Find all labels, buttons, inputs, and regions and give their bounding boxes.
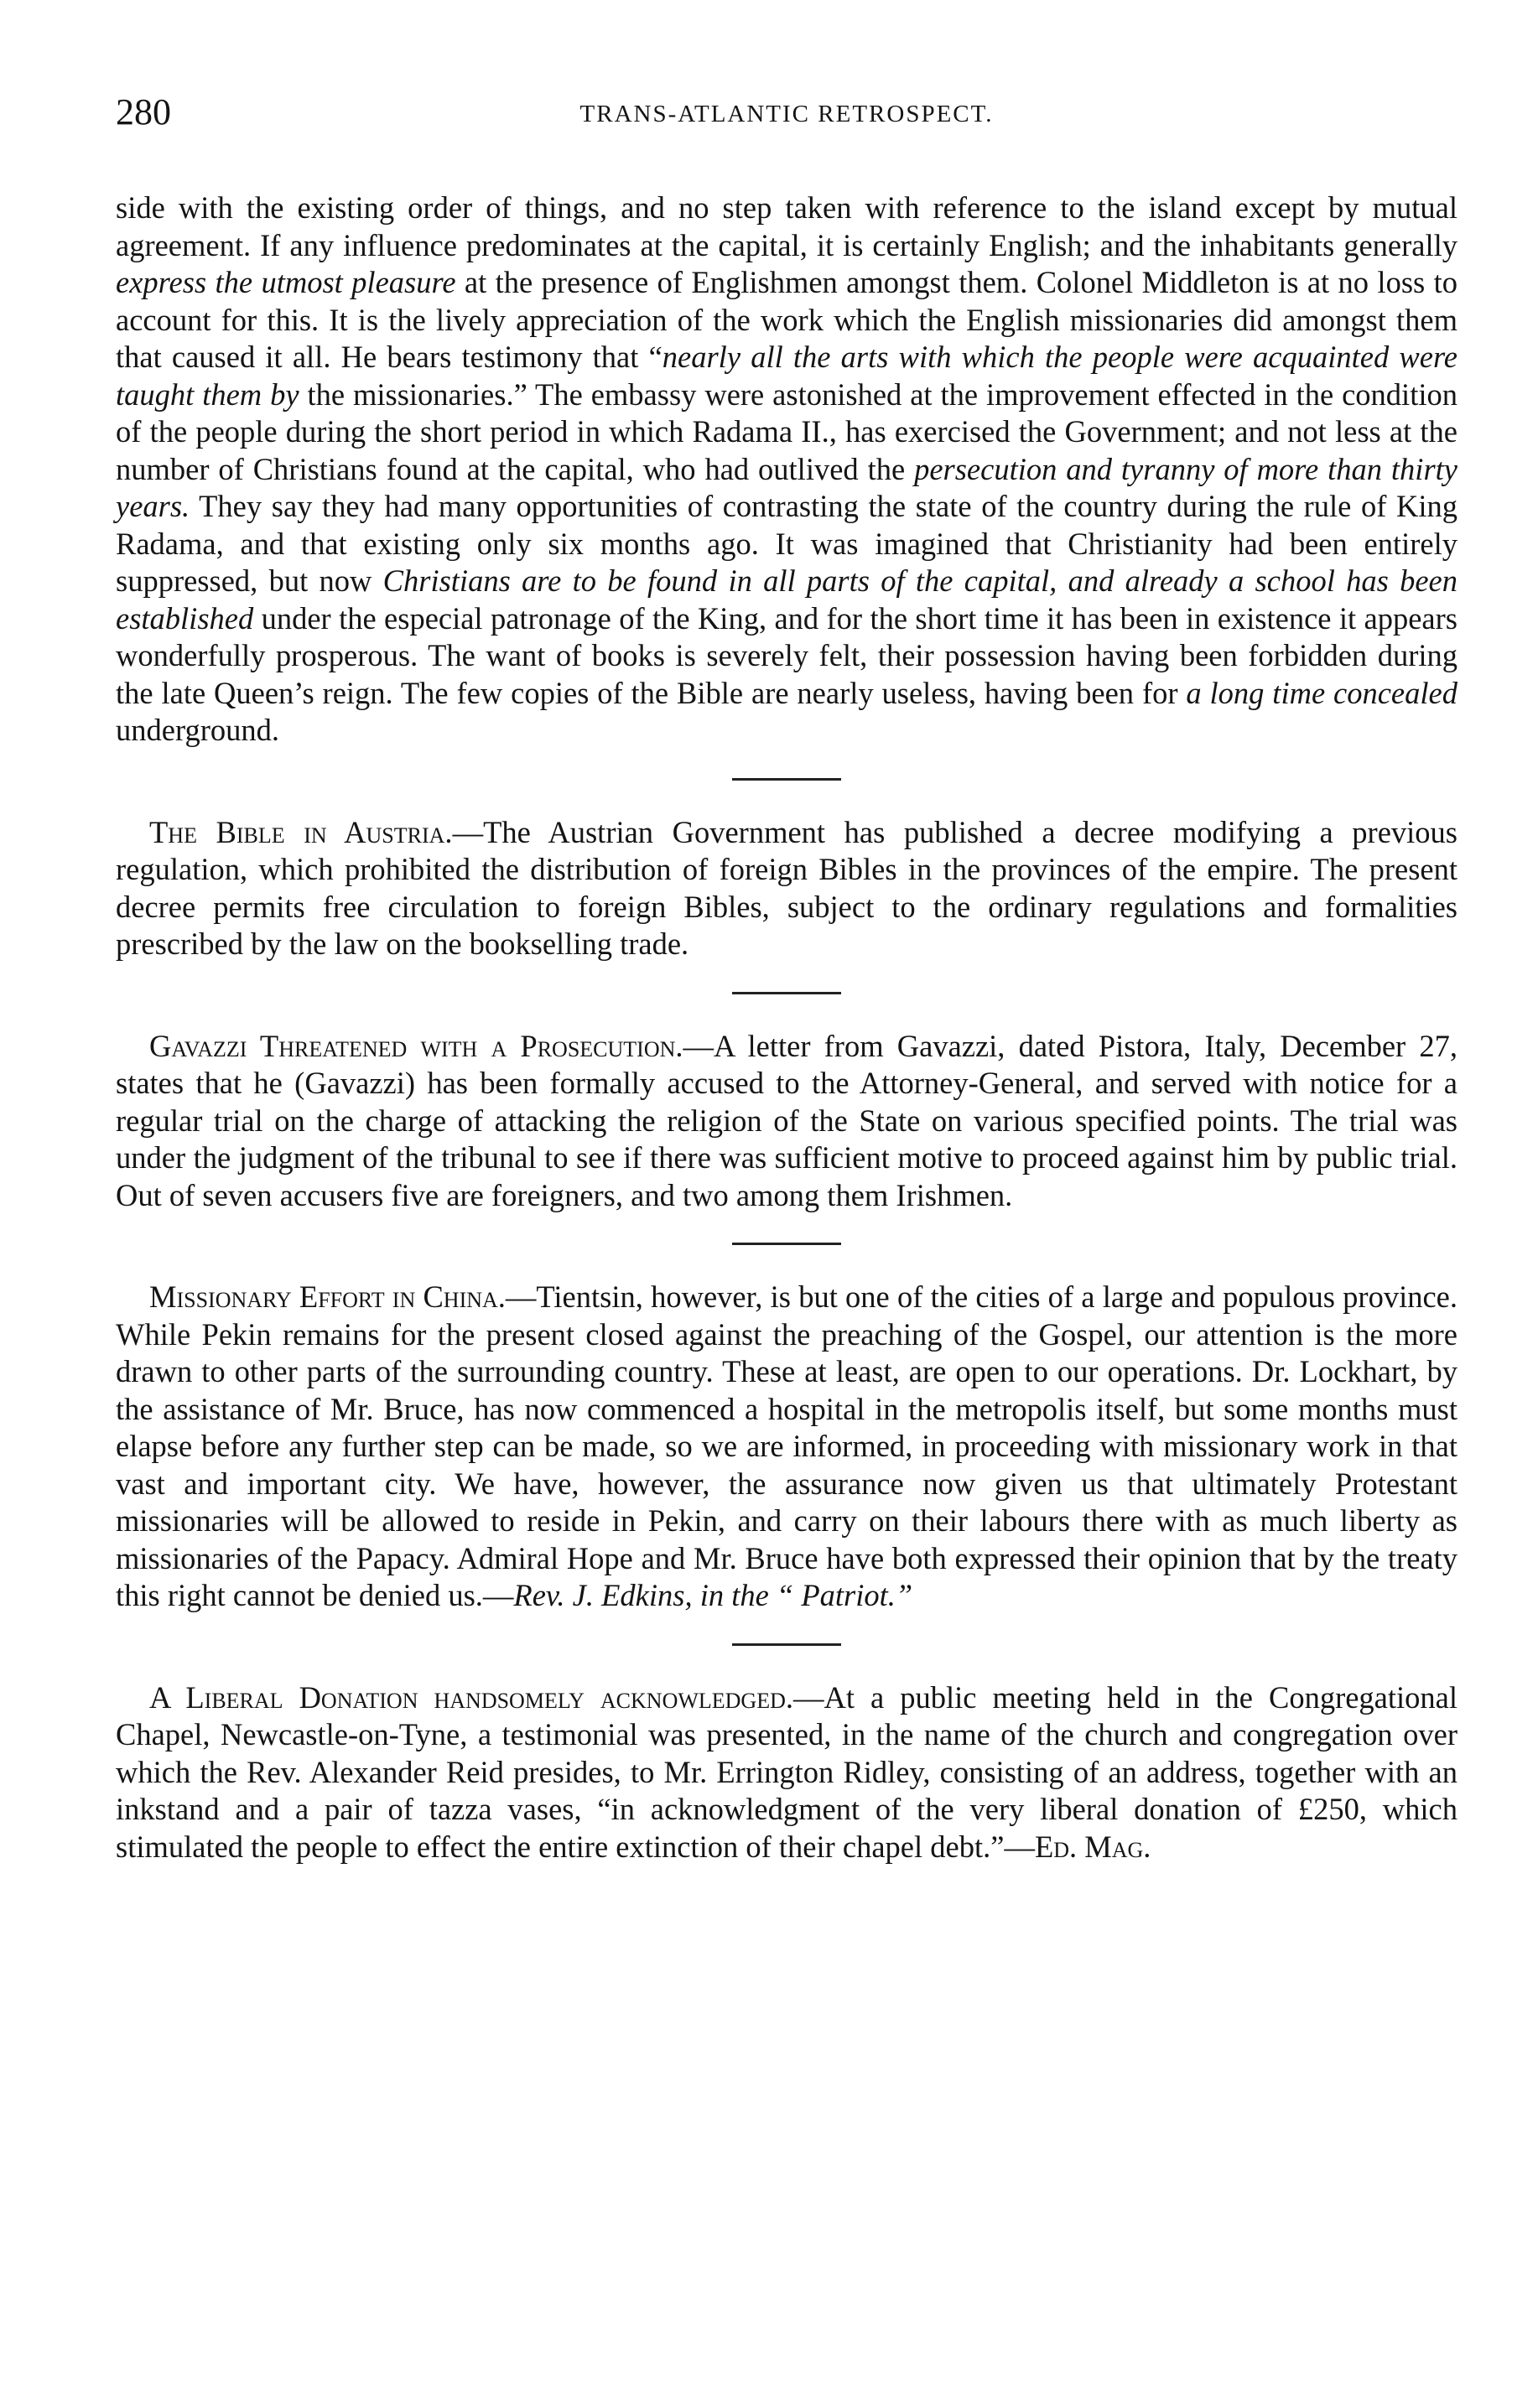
article-gavazzi [116, 1028, 1457, 1215]
page-body [116, 189, 1457, 1866]
book-page [116, 91, 1457, 1866]
article-source: Ed. Mag. [1034, 1829, 1151, 1864]
section-divider [732, 1643, 841, 1646]
article-text: —A letter from Gavazzi, dated Pistora, Italy, December 27, states that he (Gavazzi) has been formally accused to the Attorney-General, and served with notice for a regular trial on the charge of attacking the religion of the State on various specified points. The trial was under the judgment of the tribunal to see if there was sufficient motive to proceed against him by public trial. Out of seven accusers five are foreigners, and two among them Irishmen. [116, 1028, 1457, 1212]
section-divider [732, 778, 841, 781]
article-liberal-donation [116, 1679, 1457, 1866]
italic-phrase: a long time concealed [1186, 675, 1457, 710]
article-title: The Bible in Austria. [149, 814, 453, 849]
running-head: TRANS-ATLANTIC RETROSPECT. [579, 101, 994, 127]
paragraph-text: side with the existing order of things, and no step taken with reference to the island except by mutual agreement. If any influence predominates at the capital, it is certainly English; and the inhabitants generally [116, 190, 1457, 262]
article-text: —The Austrian Government has published a decree modifying a previous regulation, which prohibited the distribution of foreign Bibles in the provinces of the empire. The present decree permits free circulation to foreign Bibles, subject to the ordinary regulations and formalities prescribed by the law on the bookselling trade. [116, 814, 1457, 961]
article-text: —At a public meeting held in the Congregational Chapel, Newcastle-on-Tyne, a testimonial was presented, in the name of the church and congregation over which the Rev. Alexander Reid presides, to Mr. Errington Ridley, consisting of an address, together with an inkstand and a pair of tazza vases, “in acknowledgment of the very liberal donation of £250, which stimulated the people to effect the entire extinction of their chapel debt.”— [116, 1679, 1458, 1864]
italic-phrase: nearly all the arts with which the people were acquainted were taught them by [116, 340, 1457, 412]
article-source: Rev. J. Edkins, in the “ Patriot.” [513, 1578, 913, 1612]
section-divider [732, 1243, 841, 1245]
article-title: A Liberal Donation handsomely acknowledged. [149, 1679, 793, 1715]
section-divider [732, 992, 841, 994]
italic-phrase: express the utmost pleasure [116, 265, 456, 299]
article-title: Gavazzi Threatened with a Prosecution. [149, 1028, 683, 1063]
paragraph-text: under the especial patronage of the King, and for the short time it has been in existence it appears wonderfully prosperous. The want of books is severely felt, their possession having been forbidden during the late Queen’s reign. The few copies of the Bible are nearly useless, having been for [116, 600, 1457, 710]
paragraph-text: underground. [116, 713, 279, 747]
continued-paragraph [116, 189, 1457, 750]
italic-phrase: Christians are to be found in all parts of the capital, and already a school has been established [116, 563, 1457, 636]
paragraph-text: They say they had many opportunities of contrasting the state of the country during the rule of King Radama, and that existing only six months ago. It was imagined that Christianity had been entirely suppressed, but now [116, 489, 1457, 598]
article-missionary-effort-china [116, 1279, 1457, 1615]
paragraph-text: at the presence of Englishmen amongst them. Colonel Middleton is at no loss to account for this. It is the lively appreciation of the work which the English missionaries did amongst them that caused it all. He bears testimony that “ [116, 265, 1457, 374]
page-number: 280 [116, 91, 171, 132]
paragraph-text: the missionaries.” The embassy were astonished at the improvement effected in the condition of the people during the short period in which Radama II., has exercised the Government; and not less at the number of Christians found at the capital, who had outlived the [116, 376, 1457, 486]
page-header [116, 91, 1457, 141]
italic-phrase: persecution and tyranny of more than thirty years. [116, 451, 1457, 523]
article-title: Missionary Effort in China. [149, 1279, 506, 1314]
article-bible-in-austria [116, 814, 1457, 963]
article-text: —Tientsin, however, is but one of the cities of a large and populous province. While Pekin remains for the present closed against the preaching of the Gospel, our attention is the more drawn to other parts of the surrounding country. These at least, are open to our operations. Dr. Lockhart, by the assistance of Mr. Bruce, has now commenced a hospital in the metropolis itself, but some months must elapse before any further step can be made, so we are informed, in proceeding with missionary work in that vast and important city. We have, however, the assurance now given us that ultimately Protestant missionaries will be allowed to reside in Pekin, and carry on their labours there with as much liberty as missionaries of the Papacy. Admiral Hope and Mr. Bruce have both expressed their opinion that by the treaty this right cannot be denied us.— [116, 1279, 1458, 1612]
